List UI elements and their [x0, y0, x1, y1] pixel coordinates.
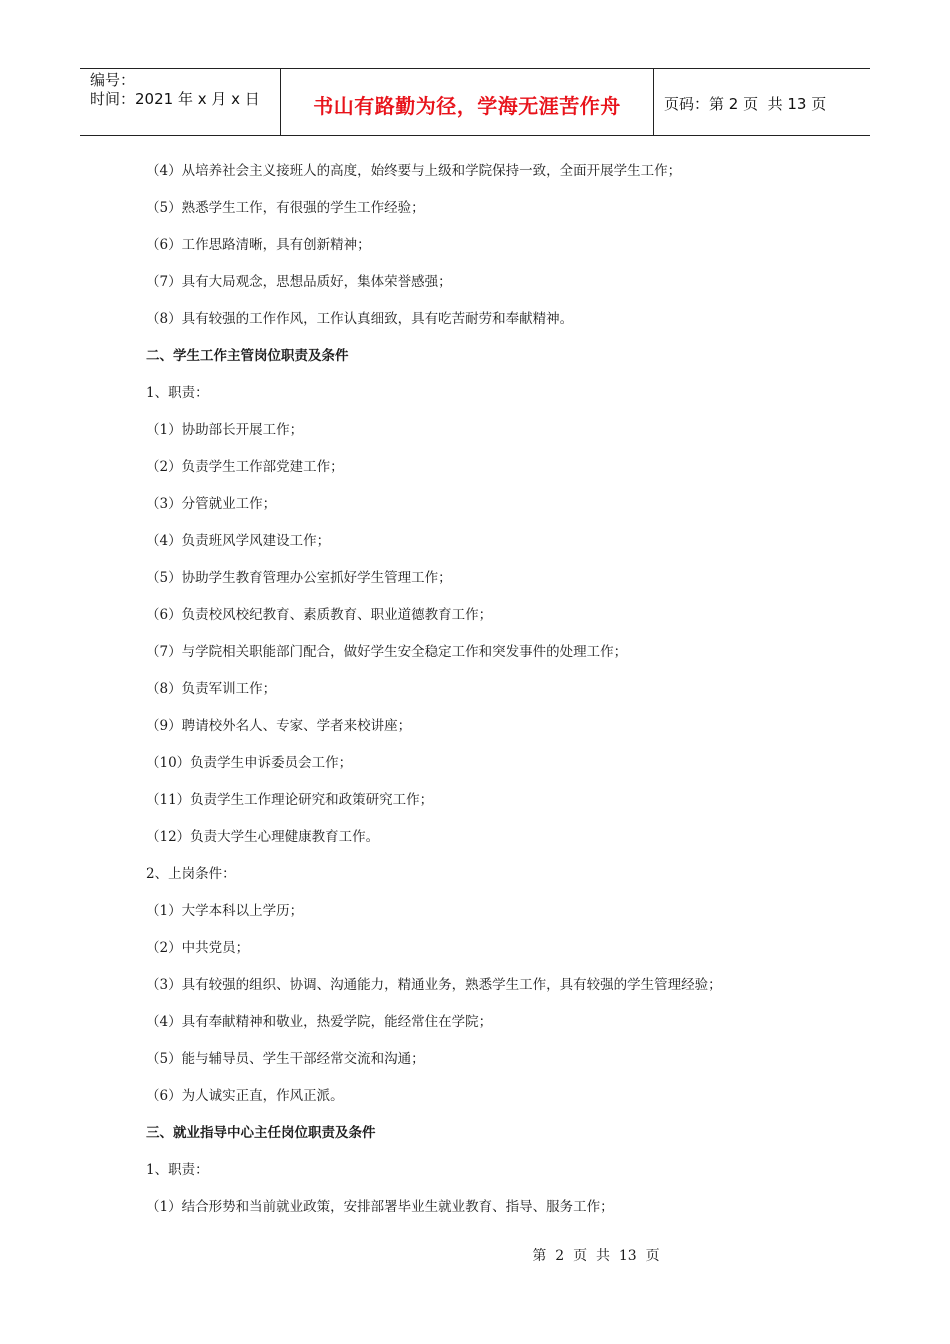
paragraph-line: （7）具有大局观念，思想品质好，集体荣誉感强；: [146, 274, 452, 290]
paragraph-line: （12）负责大学生心理健康教育工作。: [146, 829, 380, 845]
page-footer: 第 2 页 共 13 页: [532, 1248, 660, 1264]
document-header: [80, 68, 870, 136]
header-motto: 书山有路勤为径，学海无涯苦作舟: [281, 69, 654, 135]
paragraph-line: （6）工作思路清晰，具有创新精神；: [146, 237, 371, 253]
section-heading: 二、学生工作主管岗位职责及条件: [146, 348, 349, 364]
paragraph-line: （11）负责学生工作理论研究和政策研究工作；: [146, 792, 434, 808]
number-label: 编号：: [90, 71, 136, 89]
paragraph-line: （2）中共党员；: [146, 940, 250, 956]
paragraph-line: （1）结合形势和当前就业政策，安排部署毕业生就业教育、指导、服务工作；: [146, 1199, 614, 1215]
paragraph-line: （3）具有较强的组织、协调、沟通能力，精通业务，熟悉学生工作，具有较强的学生管理经验；: [146, 977, 722, 993]
paragraph-line: （8）负责军训工作；: [146, 681, 277, 697]
paragraph-line: 2、上岗条件：: [146, 866, 236, 882]
paragraph-line: （6）负责校风校纪教育、素质教育、职业道德教育工作；: [146, 607, 493, 623]
paragraph-line: （10）负责学生申诉委员会工作；: [146, 755, 353, 771]
header-page-info: 页码：第 2 页 共 13 页: [664, 94, 827, 113]
header-meta: [80, 69, 281, 135]
paragraph-line: （2）负责学生工作部党建工作；: [146, 459, 344, 475]
paragraph-line: 1、职责：: [146, 1162, 209, 1178]
paragraph-line: （5）熟悉学生工作，有很强的学生工作经验；: [146, 200, 425, 216]
paragraph-line: （4）具有奉献精神和敬业，热爱学院，能经常住在学院；: [146, 1014, 493, 1030]
section-heading: 三、就业指导中心主任岗位职责及条件: [146, 1125, 376, 1141]
document-body: [146, 158, 846, 1231]
paragraph-line: （6）为人诚实正直，作风正派。: [146, 1088, 344, 1104]
paragraph-line: （3）分管就业工作；: [146, 496, 277, 512]
paragraph-line: （5）协助学生教育管理办公室抓好学生管理工作；: [146, 570, 452, 586]
date-label: 时间：2021 年 x 月 x 日: [90, 90, 260, 108]
paragraph-line: （1）大学本科以上学历；: [146, 903, 304, 919]
paragraph-line: 1、职责：: [146, 385, 209, 401]
paragraph-line: （7）与学院相关职能部门配合，做好学生安全稳定工作和突发事件的处理工作；: [146, 644, 628, 660]
paragraph-line: （5）能与辅导员、学生干部经常交流和沟通；: [146, 1051, 425, 1067]
paragraph-line: （4）负责班风学风建设工作；: [146, 533, 331, 549]
paragraph-line: （9）聘请校外名人、专家、学者来校讲座；: [146, 718, 412, 734]
paragraph-line: （8）具有较强的工作作风，工作认真细致，具有吃苦耐劳和奉献精神。: [146, 311, 574, 327]
paragraph-line: （4）从培养社会主义接班人的高度，始终要与上级和学院保持一致，全面开展学生工作；: [146, 163, 682, 179]
paragraph-line: （1）协助部长开展工作；: [146, 422, 304, 438]
